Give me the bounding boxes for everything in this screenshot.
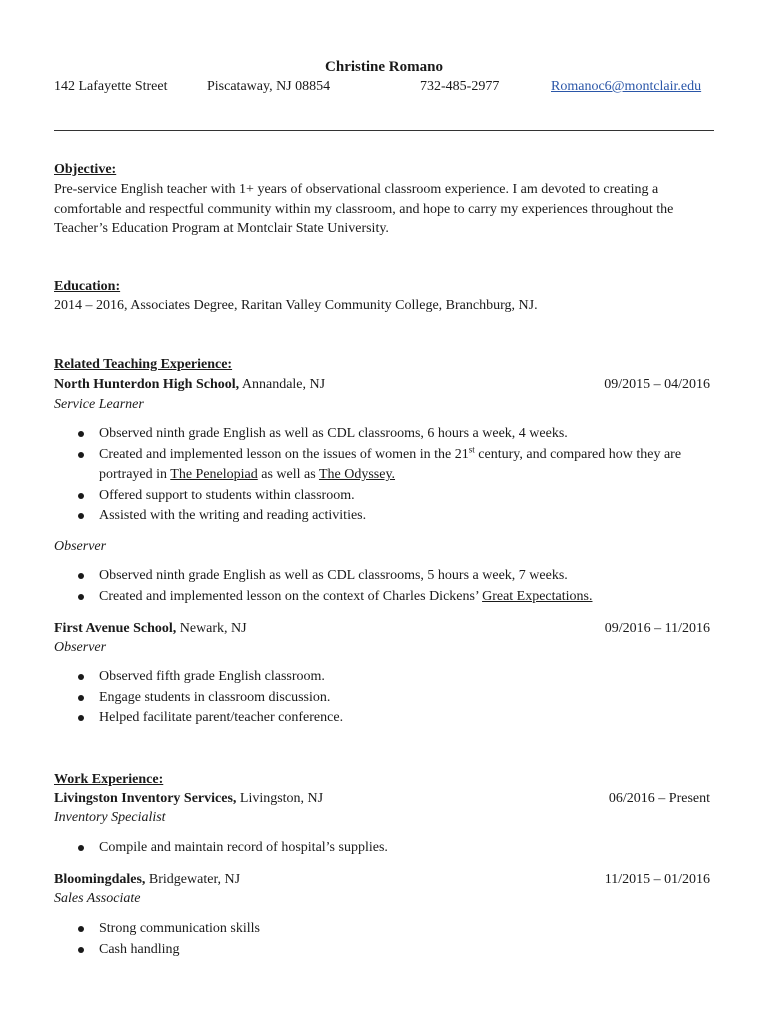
- list-item: Observed fifth grade English classroom.: [54, 667, 714, 688]
- bullet-icon: [78, 573, 84, 579]
- bullet-icon: [78, 493, 84, 499]
- job-role: Service Learner: [54, 397, 144, 412]
- employer-name: North Hunterdon High School,: [54, 377, 240, 392]
- job-role: Observer: [54, 539, 107, 554]
- job-role: Inventory Specialist: [54, 810, 166, 825]
- bullet-icon: [78, 513, 84, 519]
- header-divider: [54, 130, 714, 131]
- bullet-list: [54, 667, 714, 729]
- phone-number: 732-485-2977: [420, 79, 500, 94]
- email-link[interactable]: Romanoc6@montclair.edu: [551, 79, 702, 94]
- job-title-line: [54, 376, 325, 394]
- bullet-list: [54, 919, 714, 960]
- job-dates: 11/2015 – 01/2016: [604, 872, 710, 887]
- education-text: 2014 – 2016, Associates Degree, Raritan Valley Community College, Branchburg, NJ.: [54, 298, 538, 313]
- list-item: Compile and maintain record of hospital’s supplies.: [54, 838, 714, 859]
- job-role: Sales Associate: [54, 891, 141, 906]
- bullet-list: [54, 838, 714, 859]
- bullet-icon: [78, 926, 84, 932]
- job-dates: 09/2015 – 04/2016: [604, 377, 710, 392]
- bullet-icon: [78, 674, 84, 680]
- bullet-icon: [78, 452, 84, 458]
- address-street: 142 Lafayette Street: [54, 79, 168, 94]
- bullet-list: [54, 566, 714, 607]
- list-item: Observed ninth grade English as well as CDL classrooms, 6 hours a week, 4 weeks.: [54, 424, 714, 445]
- employer-location: Livingston, NJ: [236, 791, 324, 806]
- address-city: Piscataway, NJ 08854: [207, 79, 331, 94]
- employer-name: Bloomingdales,: [54, 872, 146, 887]
- objective-text: Pre-service English teacher with 1+ years of observational classroom experience. I am devoted to creating a comfortable and respectful community within my classroom, and hope to carry my experiences throughout the Teacher’s Education Program at Montclair State University.: [54, 182, 674, 236]
- job-title-line: [54, 620, 247, 638]
- employer-name: First Avenue School,: [54, 621, 177, 636]
- list-item: Assisted with the writing and reading activities.: [54, 506, 714, 527]
- book-title: The Odyssey.: [318, 467, 396, 482]
- book-title: Great Expectations.: [482, 588, 593, 604]
- list-item: Cash handling: [54, 940, 714, 961]
- list-item: Created and implemented lesson on the context of Charles Dickens’ Great Expectations.: [54, 587, 714, 608]
- bullet-icon: [78, 594, 84, 600]
- bullet-icon: [78, 715, 84, 721]
- list-item: Engage students in classroom discussion.: [54, 688, 714, 709]
- bullet-icon: [78, 947, 84, 953]
- bullet-icon: [78, 845, 84, 851]
- teaching-heading: Related Teaching Experience:: [54, 357, 233, 372]
- job-dates: 06/2016 – Present: [608, 791, 710, 806]
- list-item: Observed ninth grade English as well as CDL classrooms, 5 hours a week, 7 weeks.: [54, 566, 714, 587]
- employer-location: Newark, NJ: [176, 621, 247, 636]
- employer-location: Annandale, NJ: [239, 377, 326, 392]
- job-role: Observer: [54, 640, 107, 655]
- list-item: Strong communication skills: [54, 919, 714, 940]
- education-heading: Education:: [54, 279, 121, 294]
- employer-location: Bridgewater, NJ: [145, 872, 241, 887]
- bullet-list: [54, 424, 714, 527]
- employer-name: Livingston Inventory Services,: [54, 791, 237, 806]
- list-item: Helped facilitate parent/teacher conference.: [54, 708, 714, 729]
- book-title: The Penelopiad: [170, 467, 258, 482]
- job-title-line: [54, 871, 240, 889]
- work-heading: Work Experience:: [54, 772, 164, 787]
- job-dates: 09/2016 – 11/2016: [604, 621, 710, 636]
- applicant-name: Christine Romano: [325, 59, 443, 75]
- bullet-icon: [78, 695, 84, 701]
- list-item: Offered support to students within classroom.: [54, 486, 714, 507]
- list-item: Created and implemented lesson on the issues of women in the 21st century, and compared how they are portrayed in The Penelopiad as well as The Odyssey.: [54, 445, 714, 486]
- objective-heading: Objective:: [54, 162, 117, 177]
- bullet-icon: [78, 431, 84, 437]
- job-title-line: [54, 790, 323, 808]
